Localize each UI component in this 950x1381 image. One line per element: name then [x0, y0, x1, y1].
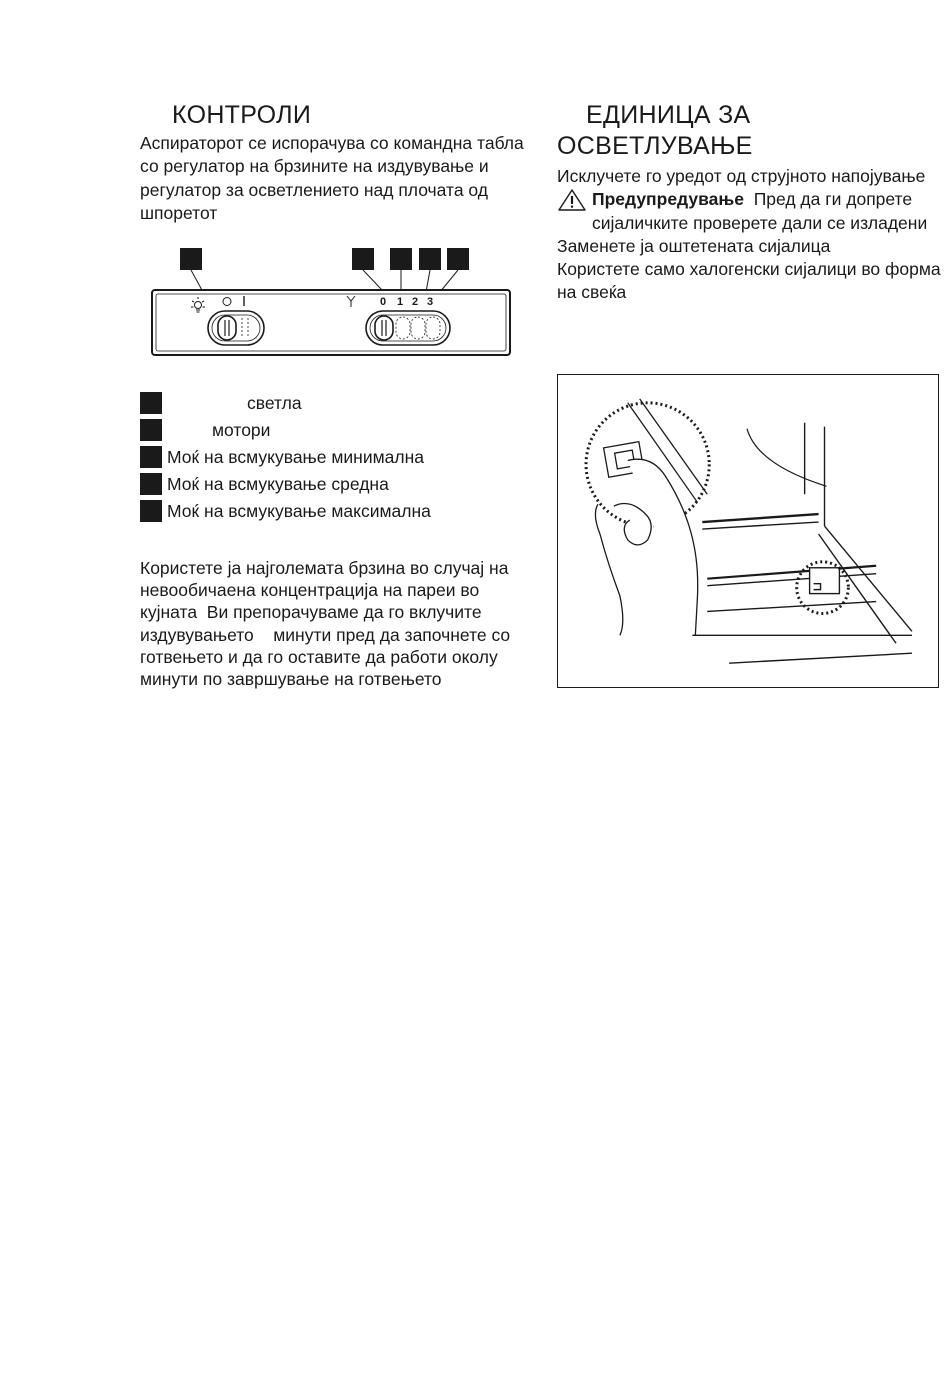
legend-item-motor: [140, 419, 530, 446]
legend-item-speed-mid: [140, 473, 530, 500]
warning-note: [557, 188, 942, 235]
lighting-heading: ЕДИНИЦА ЗА ОСВЕТЛУВАЊЕ: [557, 101, 753, 160]
legend-text: мотори: [212, 420, 271, 440]
fan-speed-label-0: 0: [380, 296, 387, 308]
warning-label: Предупредување: [592, 189, 744, 210]
controls-legend: [140, 392, 530, 527]
bulb-type-instruction: Користете само халогенски сијалици во форма на свеќа: [557, 259, 941, 303]
warning-triangle-icon: [557, 188, 587, 212]
callout-marker-speed-1: [390, 248, 412, 270]
legend-marker: [140, 473, 162, 495]
legend-text: светла: [247, 393, 302, 413]
callout-marker-speed-2: [419, 248, 441, 270]
legend-text: Моќ на всмукување максимална: [167, 501, 431, 521]
fan-speed-label-3: 3: [427, 296, 434, 308]
lighting-section: [557, 100, 942, 305]
usage-note: [140, 557, 530, 690]
controls-section: [140, 100, 530, 225]
warning-text: Пред да ги допрете сијаличките проверете дали се изладени: [592, 189, 928, 233]
legend-marker: [140, 419, 162, 441]
fan-speed-label-2: 2: [412, 296, 419, 308]
replace-instruction: Заменете ја оштетената сијалица: [557, 235, 831, 256]
legend-marker: [140, 392, 162, 414]
legend-item-light: [140, 392, 530, 419]
callout-marker-speed-3: [447, 248, 469, 270]
controls-intro: Аспираторот се испорачува со командна табла со регулатор на брзините на издувување и регулатор за осветлението над плочата од шпоретот: [140, 133, 524, 223]
disconnect-instruction: Исклучете го уредот од струјното напојување: [557, 166, 926, 186]
callout-marker-motor: [352, 248, 374, 270]
control-panel-illustration: [150, 244, 515, 359]
legend-text: Моќ на всмукување минимална: [167, 447, 424, 467]
fan-speed-switch: [366, 311, 450, 345]
bulb-replacement-illustration: [557, 374, 939, 688]
usage-paragraph: Користете ја најголемата брзина во случај на невообичаена концентрација на пареи во кујната Ви препорачуваме да го вклучите издувувањето минути пред да започнете со готвењето и да го оставите да работи околу минути по завршување на готвењето: [140, 558, 527, 690]
light-switch: [208, 311, 264, 345]
legend-text: Моќ на всмукување средна: [167, 474, 389, 494]
legend-marker: [140, 446, 162, 468]
legend-marker: [140, 500, 162, 522]
callout-marker-light: [180, 248, 202, 270]
fan-speed-label-1: 1: [397, 296, 404, 308]
controls-heading: КОНТРОЛИ: [172, 101, 312, 129]
legend-item-speed-max: [140, 500, 530, 527]
legend-item-speed-min: [140, 446, 530, 473]
